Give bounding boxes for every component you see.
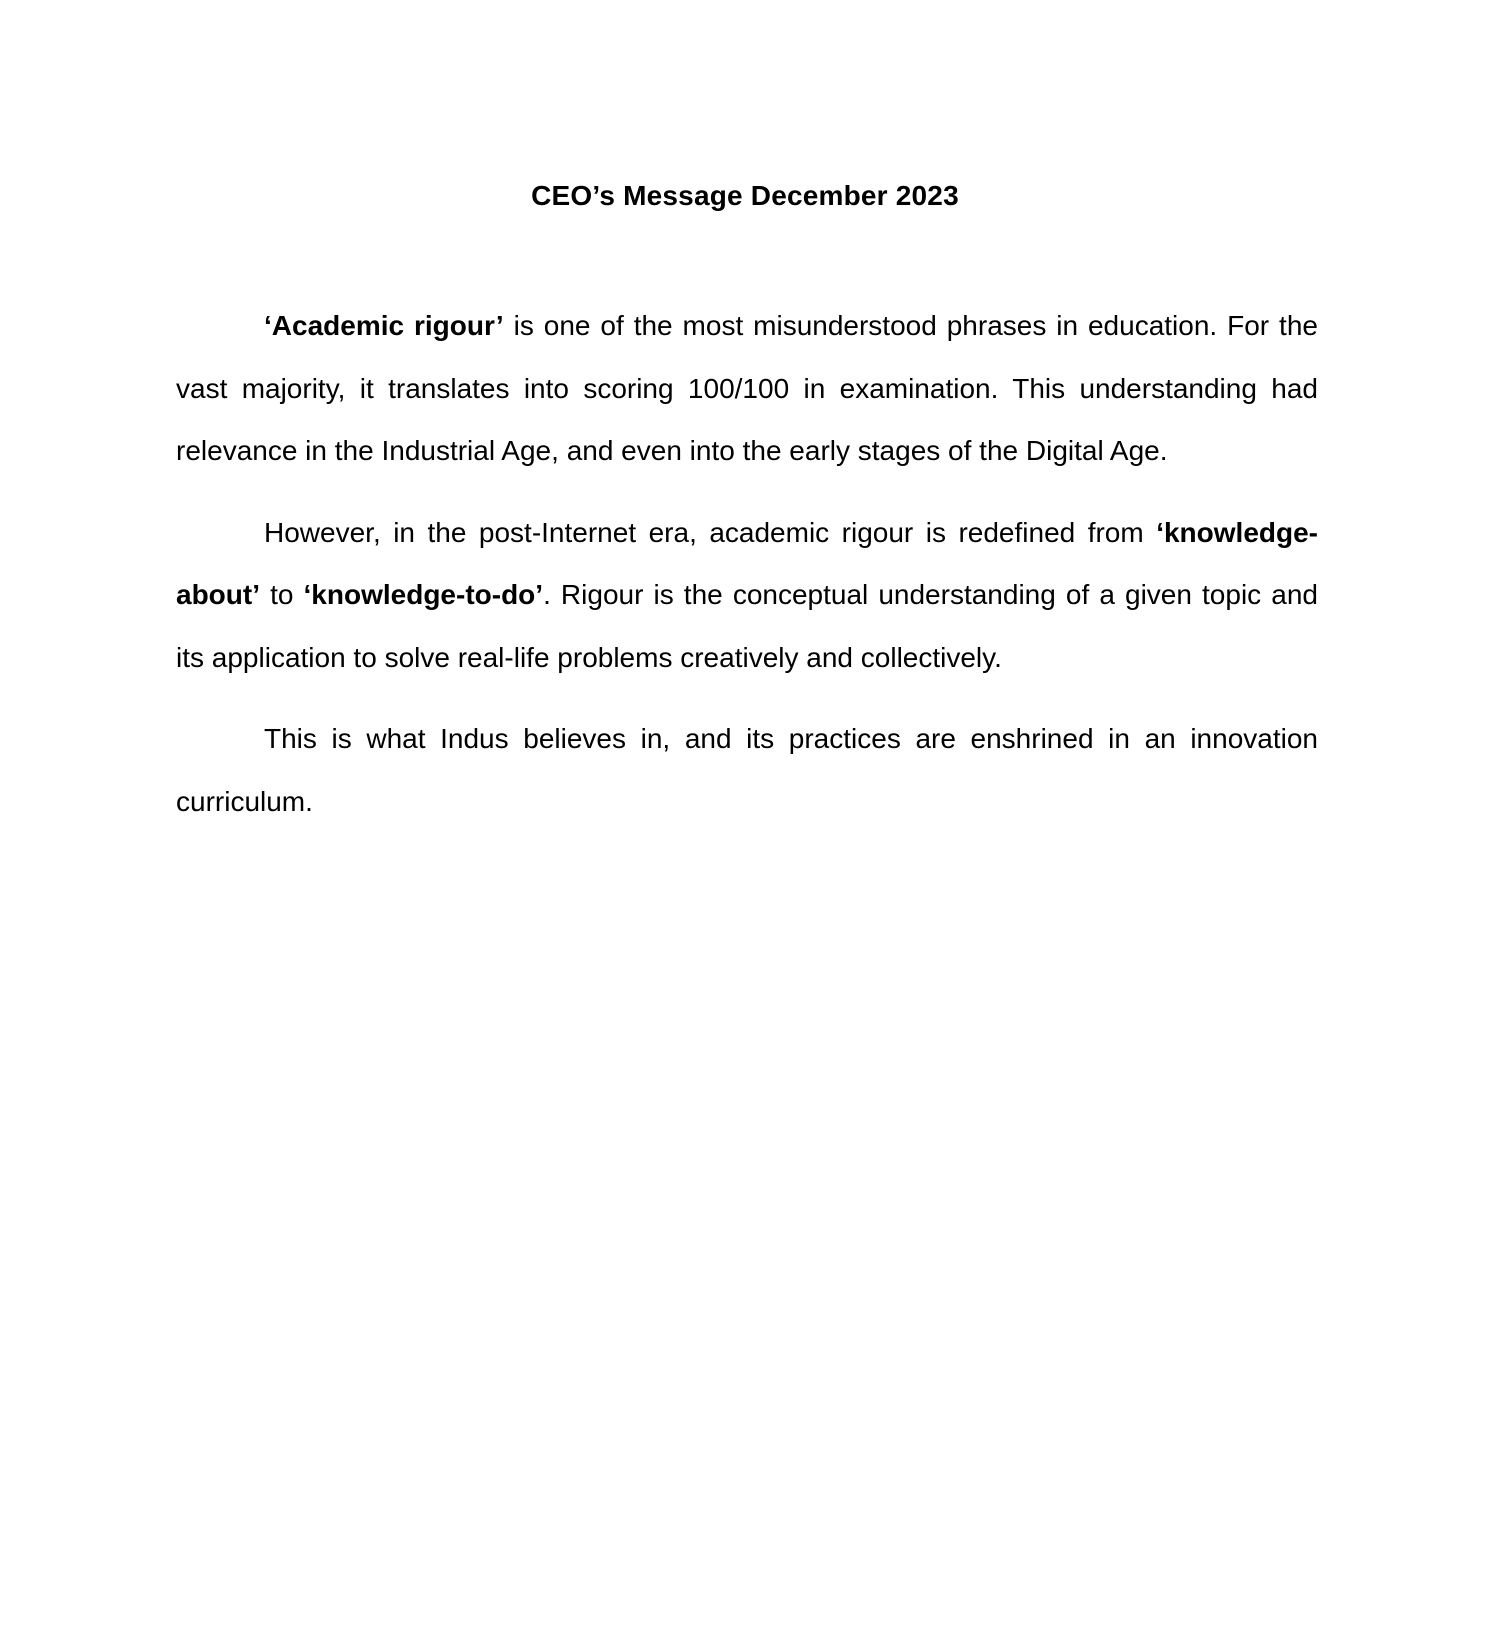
- document-body: [176, 295, 1318, 852]
- paragraph-post-internet: [176, 502, 1318, 690]
- paragraph-text: . Rigour is the conceptual understanding of a given topic and its application to solve real-life problems creatively and collectively.: [176, 579, 1318, 673]
- bold-phrase-knowledge-about: ‘knowledge-about’: [176, 516, 1318, 610]
- document-title: CEO’s Message December 2023: [531, 180, 959, 211]
- paragraph-academic-rigour: [176, 295, 1318, 483]
- paragraph-text: However, in the post-Internet era, academic rigour is redefined from: [264, 516, 1157, 548]
- paragraph-indus-beliefs: [176, 708, 1318, 833]
- paragraph-text: is one of the most misunderstood phrases in education. For the vast majority, it translates into scoring 100/100 in examination. This understanding had relevance in the Industrial Age, and even into the early stages of the Digital Age.: [176, 310, 1318, 466]
- paragraph-text: This is what Indus believes in, and its practices are enshrined in an innovation curriculum.: [176, 723, 1318, 817]
- bold-phrase-knowledge-to-do: ‘knowledge-to-do’: [303, 579, 544, 610]
- bold-phrase-academic-rigour: ‘Academic rigour’: [264, 310, 504, 341]
- paragraph-text: to: [260, 579, 304, 610]
